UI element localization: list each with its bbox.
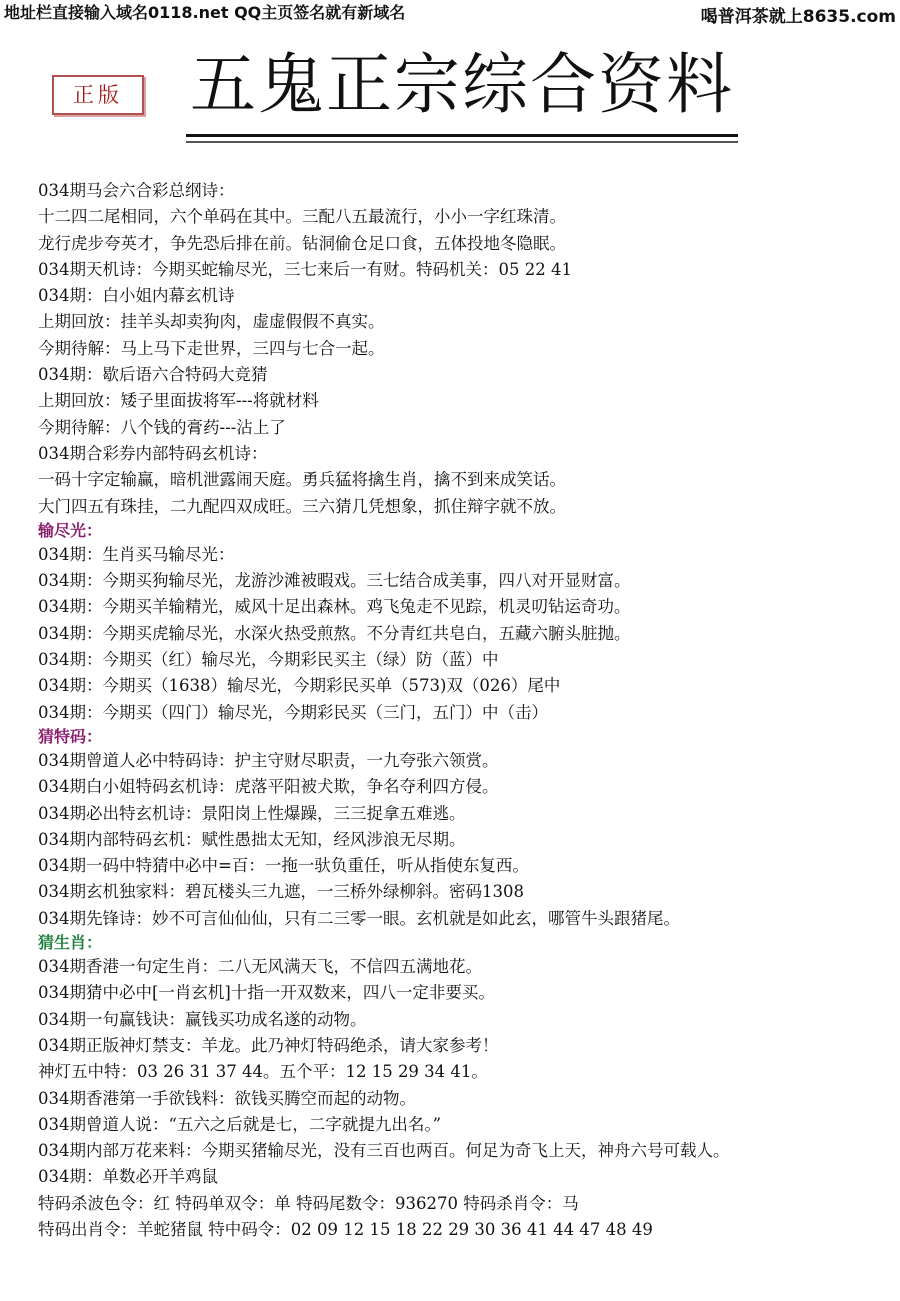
text-line: 034期：今期买（红）输尽光，今期彩民买主（绿）防（蓝）中 (38, 650, 499, 670)
text-line: 034期：单数必开羊鸡鼠 (38, 1167, 218, 1187)
section-heading-lose-all: 输尽光： (38, 520, 103, 540)
text-line: 034期曾道人说：“五六之后就是七，二字就提九出名。” (38, 1114, 442, 1134)
content-body (38, 178, 890, 1243)
block-general-poems (38, 178, 890, 520)
text-line: 034期一码中特猜中必中=百：一拖一驮负重任，听从指使东复西。 (38, 856, 529, 876)
text-line: 034期：白小姐内幕玄机诗 (38, 286, 235, 306)
authentic-badge: 正版 (52, 75, 144, 115)
text-line: 034期：生肖买马输尽光： (38, 544, 235, 564)
text-line: 034期：歇后语六合特码大竞猜 (38, 365, 268, 385)
text-line: 034期玄机独家料：碧瓦楼头三九遮，一三桥外绿柳斜。密码1308 (38, 882, 524, 902)
title-underline (186, 134, 738, 137)
text-line: 034期合彩券内部特码玄机诗： (38, 443, 268, 463)
text-line: 034期：今期买狗输尽光，龙游沙滩被暇戏。三七结合成美事，四八对开显财富。 (38, 571, 631, 591)
section-heading-guess-zodiac: 猜生肖： (38, 933, 103, 953)
text-line: 034期：今期买虎输尽光，水深火热受煎熬。不分青红共皂白，五藏六腑头脏抛。 (38, 623, 631, 643)
text-line: 034期：今期买羊输精光，威风十足出森林。鸡飞兔走不见踪，机灵叨钻运奇功。 (38, 597, 631, 617)
text-line: 上期回放：挂羊头却卖狗肉，虚虚假假不真实。 (38, 312, 385, 332)
header-right-domain: 喝普洱茶就上8635.com (700, 7, 896, 27)
text-line: 034期天机诗：今期买蛇输尽光，三七来后一有财。特码机关：05 22 41 (38, 259, 572, 279)
text-line: 034期内部万花来料：今期买猪输尽光，没有三百也两百。何足为奇飞上天，神舟六号可载人。 (38, 1141, 730, 1161)
text-line: 龙行虎步夸英才，争先恐后排在前。钻洞偷仓足口食，五体投地冬隐眠。 (38, 233, 566, 253)
text-line: 034期香港第一手欲钱料：欲钱买腾空而起的动物。 (38, 1088, 416, 1108)
text-line: 034期：今期买（四门）输尽光，今期彩民买（三门，五门）中（击） (38, 702, 548, 722)
block-guess-zodiac (38, 954, 890, 1243)
text-line: 034期猜中必中[一肖玄机]十指一开双数来，四八一定非要买。 (38, 983, 495, 1003)
text-line: 034期：今期买（1638）输尽光，今期彩民买单（573)双（026）尾中 (38, 676, 561, 696)
block-lose-all (38, 542, 890, 726)
text-line: 034期马会六合彩总纲诗： (38, 181, 235, 200)
text-line: 一码十字定输赢，暗机泄露闹天庭。勇兵猛将擒生肖，擒不到来成笑话。 (38, 470, 566, 490)
text-line: 上期回放：矮子里面拔将军---将就材料 (38, 391, 319, 411)
text-line: 034期先锋诗：妙不可言仙仙仙，只有二三零一眼。玄机就是如此玄，哪管牛头跟猪尾。 (38, 908, 680, 928)
title-underline-secondary (186, 141, 738, 143)
text-line: 034期一句赢钱诀：赢钱买功成名遂的动物。 (38, 1009, 367, 1029)
text-line: 神灯五中特：03 26 31 37 44。五个平：12 15 29 34 41。 (38, 1062, 488, 1082)
text-line: 034期内部特码玄机：赋性愚拙太无知，经风涉浪无尽期。 (38, 829, 466, 849)
page-title: 五鬼正宗综合资料 (190, 46, 734, 123)
text-line: 今期待解：马上马下走世界，三四与七合一起。 (38, 338, 385, 358)
text-line: 特码出肖令：羊蛇猪鼠 特中码令：02 09 12 15 18 22 29 30 36 41 44 47 48 49 (38, 1219, 653, 1239)
text-line: 034期必出特玄机诗：景阳岗上性爆躁，三三捉拿五难逃。 (38, 803, 466, 823)
text-line: 034期香港一句定生肖：二八无风满天飞，不信四五满地花。 (38, 957, 482, 977)
text-line: 今期待解：八个钱的膏药---沾上了 (38, 417, 286, 437)
header-left-domain: 地址栏直接输入域名0118.net QQ主页签名就有新域名 (4, 3, 406, 22)
section-heading-guess-code: 猜特码： (38, 726, 103, 746)
text-line: 034期曾道人必中特码诗：护主守财尽职责，一九夸张六领赏。 (38, 750, 499, 770)
text-line: 十二四二尾相同，六个单码在其中。三配八五最流行，小小一字红珠清。 (38, 207, 566, 227)
text-line: 大门四五有珠挂，二九配四双成旺。三六猜几凭想象，抓住辩字就不放。 (38, 496, 566, 516)
text-line: 034期正版神灯禁支：羊龙。此乃神灯特码绝杀，请大家参考！ (38, 1035, 499, 1055)
text-line: 特码杀波色令：红 特码单双令：单 特码尾数令：936270 特码杀肖令：马 (38, 1193, 579, 1213)
text-line: 034期白小姐特码玄机诗：虎落平阳被犬欺，争名夺利四方侵。 (38, 777, 499, 797)
block-guess-code (38, 748, 890, 932)
